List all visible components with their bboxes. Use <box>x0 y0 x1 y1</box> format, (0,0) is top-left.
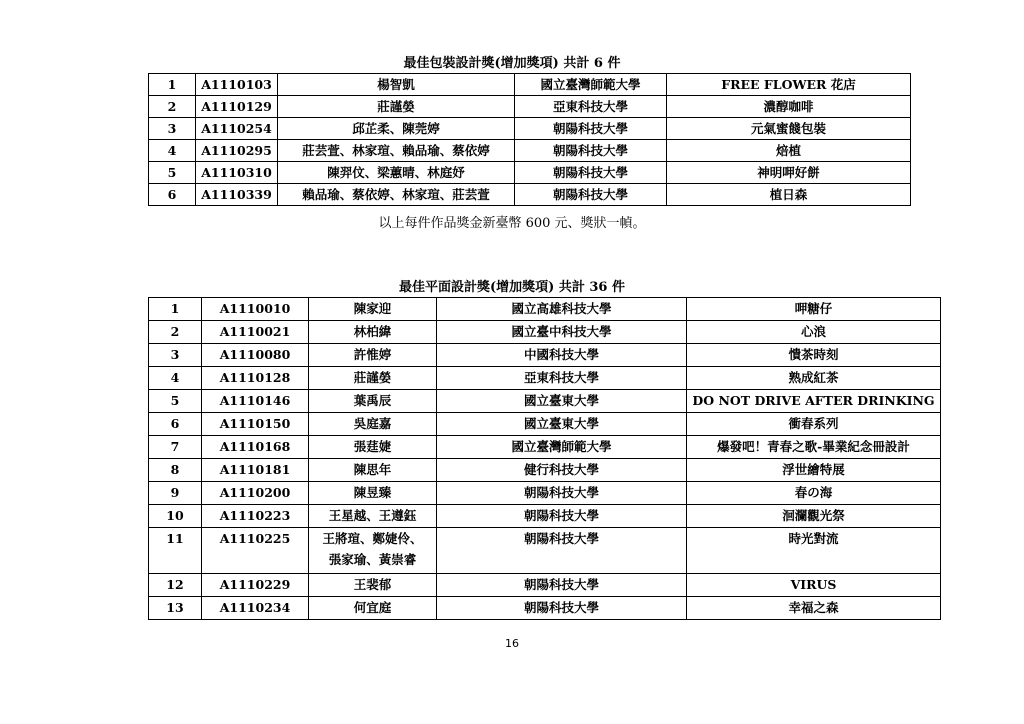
work-title: 濃醇咖啡 <box>667 96 911 118</box>
row-number: 5 <box>149 162 196 184</box>
row-number: 2 <box>149 321 202 344</box>
entrant-names: 邱芷柔、陳莞婷 <box>278 118 515 140</box>
row-number: 1 <box>149 298 202 321</box>
table-row <box>149 367 941 390</box>
row-number: 9 <box>149 482 202 505</box>
entry-id: A1110223 <box>202 505 309 528</box>
row-number: 12 <box>149 574 202 597</box>
table-row <box>149 96 911 118</box>
entrant-names-line: 張家瑜、黃崇睿 <box>328 552 417 567</box>
school-name: 朝陽科技大學 <box>515 140 667 162</box>
school-name: 朝陽科技大學 <box>437 528 687 574</box>
school-name: 朝陽科技大學 <box>515 184 667 206</box>
school-name: 朝陽科技大學 <box>437 482 687 505</box>
school-name: 國立臺灣師範大學 <box>437 436 687 459</box>
table-row <box>149 344 941 367</box>
entry-id: A1110080 <box>202 344 309 367</box>
work-title: 浮世繪特展 <box>687 459 941 482</box>
work-title: 爆發吧！青春之歌-畢業紀念冊設計 <box>687 436 941 459</box>
table-row <box>149 482 941 505</box>
school-name: 國立高雄科技大學 <box>437 298 687 321</box>
work-title: 元氣蜜餞包裝 <box>667 118 911 140</box>
entrant-names: 楊智凱 <box>278 74 515 96</box>
entrant-names-line: 王將瑄、鄭婕伶、 <box>322 531 423 546</box>
school-name: 亞東科技大學 <box>437 367 687 390</box>
school-name: 國立臺東大學 <box>437 390 687 413</box>
entry-id: A1110150 <box>202 413 309 436</box>
work-title: 衝春系列 <box>687 413 941 436</box>
entry-id: A1110168 <box>202 436 309 459</box>
table-row <box>149 574 941 597</box>
table-row <box>149 390 941 413</box>
table-row <box>149 140 911 162</box>
prize-note: 以上每件作品獎金新臺幣 600 元、獎狀一幀。 <box>378 216 646 231</box>
row-number: 3 <box>149 118 196 140</box>
work-title: 心浪 <box>687 321 941 344</box>
entrant-names: 許惟婷 <box>309 344 437 367</box>
entry-id: A1110234 <box>202 597 309 620</box>
work-title: 時光對流 <box>687 528 941 574</box>
school-name: 朝陽科技大學 <box>437 574 687 597</box>
school-name: 朝陽科技大學 <box>437 597 687 620</box>
school-name: 朝陽科技大學 <box>515 118 667 140</box>
work-title: 熟成紅茶 <box>687 367 941 390</box>
row-number: 3 <box>149 344 202 367</box>
row-number: 4 <box>149 367 202 390</box>
school-name: 國立臺灣師範大學 <box>515 74 667 96</box>
entry-id: A1110310 <box>196 162 278 184</box>
entrant-names: 陳思年 <box>309 459 437 482</box>
entrant-names: 吳庭嘉 <box>309 413 437 436</box>
entrant-names: 王星越、王遵鈺 <box>309 505 437 528</box>
entrant-names: 莊芸萱、林家瑄、賴品瑜、蔡依婷 <box>278 140 515 162</box>
entry-id: A1110295 <box>196 140 278 162</box>
school-name: 中國科技大學 <box>437 344 687 367</box>
work-title: 神明呷好餅 <box>667 162 911 184</box>
row-number: 5 <box>149 390 202 413</box>
table-row <box>149 184 911 206</box>
school-name: 健行科技大學 <box>437 459 687 482</box>
work-title: 憒茶時刻 <box>687 344 941 367</box>
entrant-names: 王裴郁 <box>309 574 437 597</box>
school-name: 亞東科技大學 <box>515 96 667 118</box>
table-row <box>149 505 941 528</box>
row-number: 4 <box>149 140 196 162</box>
entry-id: A1110339 <box>196 184 278 206</box>
entry-id: A1110021 <box>202 321 309 344</box>
entry-id: A1110146 <box>202 390 309 413</box>
row-number: 6 <box>149 184 196 206</box>
entrant-names: 莊謹嫈 <box>278 96 515 118</box>
graphic-design-award-table <box>148 297 941 620</box>
row-number: 1 <box>149 74 196 96</box>
table-row <box>149 74 911 96</box>
entry-id: A1110225 <box>202 528 309 574</box>
entrant-names: 賴品瑜、蔡依婷、林家瑄、莊芸萱 <box>278 184 515 206</box>
entry-id: A1110010 <box>202 298 309 321</box>
table-row <box>149 298 941 321</box>
section1-caption: 最佳包裝設計獎(增加獎項) 共計 6 件 <box>403 56 621 71</box>
work-title: 植日森 <box>667 184 911 206</box>
table-row <box>149 118 911 140</box>
work-title: VIRUS <box>687 574 941 597</box>
packaging-award-table <box>148 73 911 206</box>
entrant-names <box>309 528 437 574</box>
work-title: 焙植 <box>667 140 911 162</box>
row-number: 8 <box>149 459 202 482</box>
school-name: 朝陽科技大學 <box>437 505 687 528</box>
table-row <box>149 459 941 482</box>
entrant-names: 林柏緯 <box>309 321 437 344</box>
school-name: 國立臺中科技大學 <box>437 321 687 344</box>
entry-id: A1110128 <box>202 367 309 390</box>
entry-id: A1110103 <box>196 74 278 96</box>
row-number: 7 <box>149 436 202 459</box>
work-title: DO NOT DRIVE AFTER DRINKING <box>687 390 941 413</box>
section2-caption: 最佳平面設計獎(增加獎項) 共計 36 件 <box>399 280 625 295</box>
work-title: 春の海 <box>687 482 941 505</box>
work-title: 呷糖仔 <box>687 298 941 321</box>
entrant-names: 葉禹辰 <box>309 390 437 413</box>
table-row <box>149 321 941 344</box>
entry-id: A1110254 <box>196 118 278 140</box>
entrant-names: 張莛婕 <box>309 436 437 459</box>
table-row <box>149 528 941 574</box>
table-row <box>149 597 941 620</box>
row-number: 2 <box>149 96 196 118</box>
entrant-names: 陳家迎 <box>309 298 437 321</box>
row-number: 13 <box>149 597 202 620</box>
row-number: 10 <box>149 505 202 528</box>
entry-id: A1110129 <box>196 96 278 118</box>
work-title: 洄瀾觀光祭 <box>687 505 941 528</box>
table-row <box>149 413 941 436</box>
school-name: 國立臺東大學 <box>437 413 687 436</box>
entry-id: A1110200 <box>202 482 309 505</box>
entrant-names: 陳昱臻 <box>309 482 437 505</box>
entrant-names: 何宜庭 <box>309 597 437 620</box>
entry-id: A1110181 <box>202 459 309 482</box>
table-row <box>149 162 911 184</box>
work-title: 幸福之森 <box>687 597 941 620</box>
table-row <box>149 436 941 459</box>
entrant-names: 陳羿伩、梁蕙晴、林庭妤 <box>278 162 515 184</box>
entry-id: A1110229 <box>202 574 309 597</box>
row-number: 11 <box>149 528 202 574</box>
page-number: 16 <box>505 637 519 650</box>
row-number: 6 <box>149 413 202 436</box>
school-name: 朝陽科技大學 <box>515 162 667 184</box>
work-title: FREE FLOWER 花店 <box>667 74 911 96</box>
entrant-names: 莊謹嫈 <box>309 367 437 390</box>
